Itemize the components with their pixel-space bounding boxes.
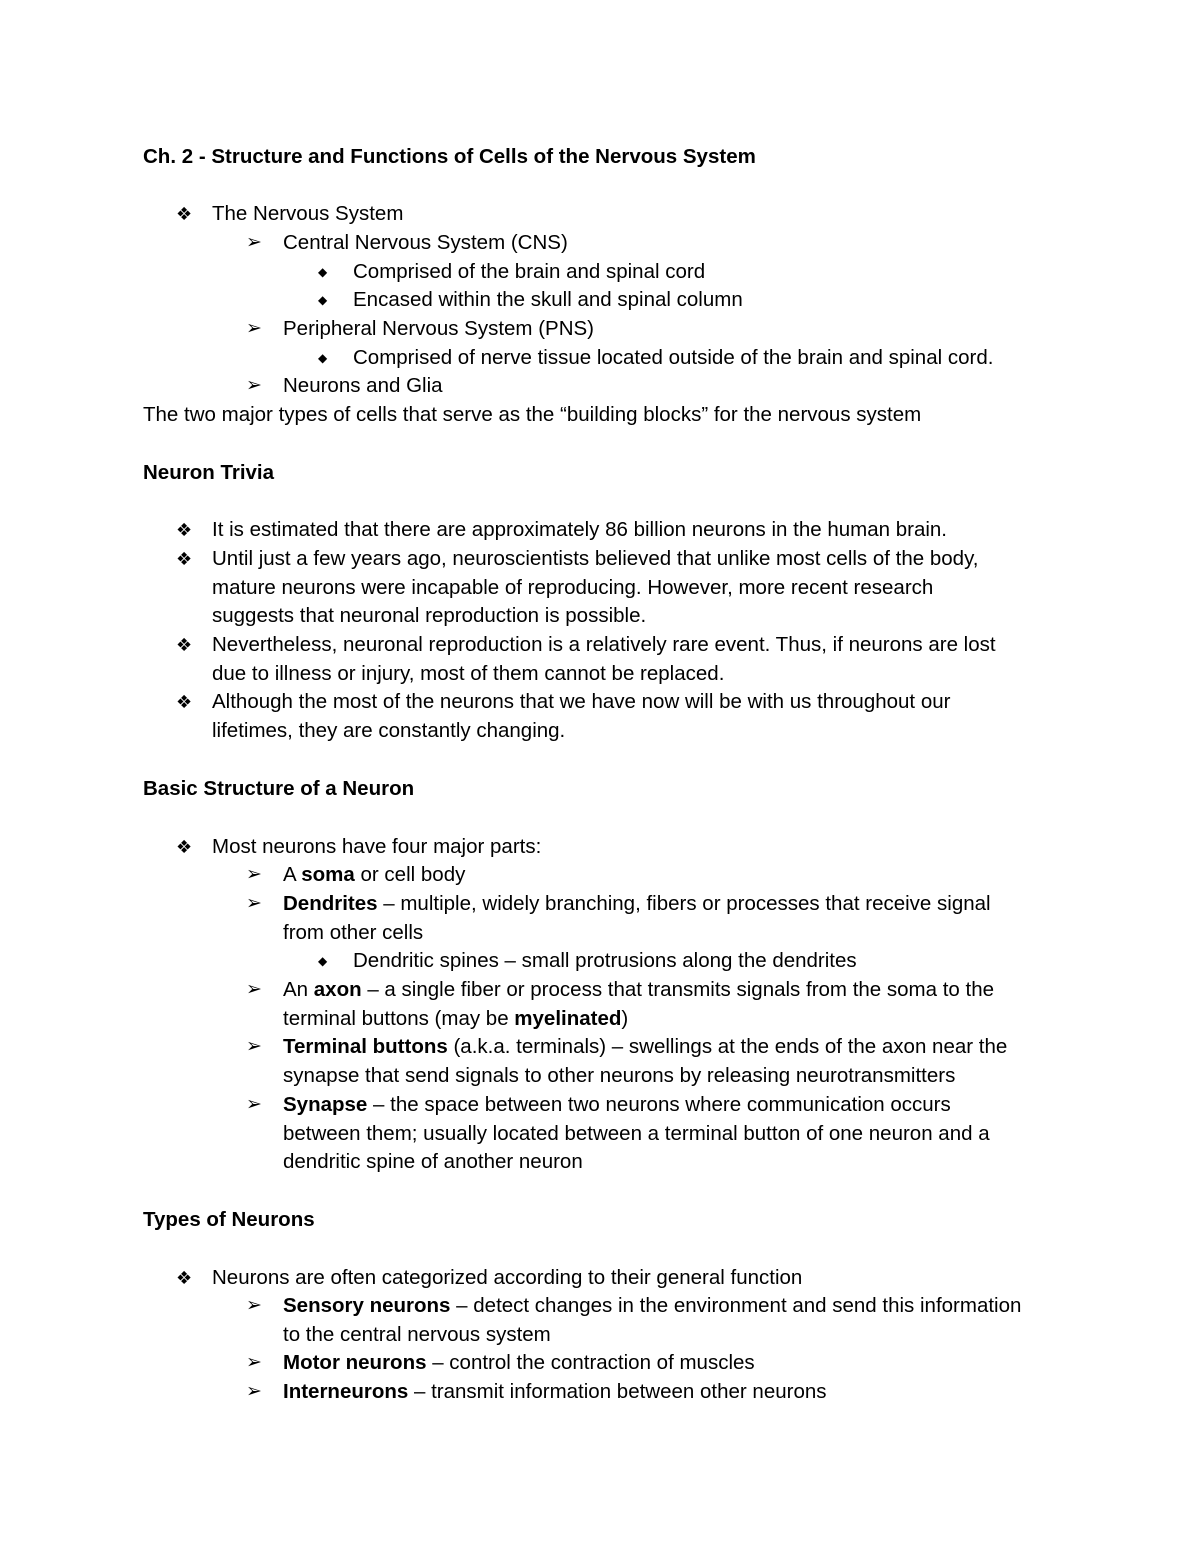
term-bold: Dendrites bbox=[283, 892, 378, 915]
list-item-continuation: lifetimes, they are constantly changing. bbox=[212, 719, 566, 742]
term-bold: axon bbox=[313, 978, 362, 1001]
arrowhead-bullet-icon: ➢ bbox=[246, 1352, 262, 1373]
list-item-continuation: due to illness or injury, most of them cannot be replaced. bbox=[212, 662, 725, 685]
list-item: It is estimated that there are approximately 86 billion neurons in the human brain. bbox=[212, 518, 947, 541]
diamond-star-bullet-icon: ❖ bbox=[176, 204, 193, 224]
list-item: Motor neurons – control the contraction of muscles bbox=[283, 1351, 755, 1374]
arrowhead-bullet-icon: ➢ bbox=[246, 893, 262, 914]
list-item-continuation: terminal buttons (may be myelinated) bbox=[283, 1007, 629, 1030]
term-bold: myelinated bbox=[514, 1007, 622, 1030]
list-item-continuation: mature neurons were incapable of reproducing. However, more recent research bbox=[212, 576, 934, 599]
list-item-continuation: from other cells bbox=[283, 921, 424, 944]
list-item: Until just a few years ago, neuroscientists believed that unlike most cells of the body, bbox=[212, 547, 979, 570]
term-bold: Interneurons bbox=[283, 1380, 409, 1403]
term-bold: Synapse bbox=[283, 1093, 368, 1116]
section-heading: Basic Structure of a Neuron bbox=[143, 777, 415, 800]
arrowhead-bullet-icon: ➢ bbox=[246, 864, 262, 885]
list-item: Although the most of the neurons that we have now will be with us throughout our bbox=[212, 690, 951, 713]
list-item: Peripheral Nervous System (PNS) bbox=[283, 317, 595, 340]
diamond-star-bullet-icon: ❖ bbox=[176, 692, 193, 712]
arrowhead-bullet-icon: ➢ bbox=[246, 1295, 262, 1316]
small-diamond-bullet-icon: ◆ bbox=[318, 351, 328, 365]
small-diamond-bullet-icon: ◆ bbox=[318, 954, 328, 968]
list-item-continuation: synapse that send signals to other neurons by releasing neurotransmitters bbox=[283, 1064, 956, 1087]
list-item: Terminal buttons (a.k.a. terminals) – swellings at the ends of the axon near the bbox=[283, 1035, 1008, 1058]
term-bold: Motor neurons bbox=[283, 1351, 427, 1374]
list-item: Comprised of the brain and spinal cord bbox=[353, 260, 706, 283]
list-item: An axon – a single fiber or process that transmits signals from the soma to the bbox=[283, 978, 995, 1001]
arrowhead-bullet-icon: ➢ bbox=[246, 979, 262, 1000]
list-item: Dendrites – multiple, widely branching, fibers or processes that receive signal bbox=[283, 892, 991, 915]
paragraph: The two major types of cells that serve as the “building blocks” for the nervous system bbox=[143, 403, 922, 426]
section-heading: Types of Neurons bbox=[143, 1208, 315, 1231]
list-item-continuation: suggests that neuronal reproduction is possible. bbox=[212, 604, 647, 627]
page-title: Ch. 2 - Structure and Functions of Cells of the Nervous System bbox=[143, 145, 756, 168]
list-item-continuation: dendritic spine of another neuron bbox=[283, 1150, 583, 1173]
arrowhead-bullet-icon: ➢ bbox=[246, 318, 262, 339]
arrowhead-bullet-icon: ➢ bbox=[246, 375, 262, 396]
arrowhead-bullet-icon: ➢ bbox=[246, 232, 262, 253]
list-item: Synapse – the space between two neurons where communication occurs bbox=[283, 1093, 951, 1116]
list-item: Central Nervous System (CNS) bbox=[283, 231, 568, 254]
list-item: Interneurons – transmit information between other neurons bbox=[283, 1380, 827, 1403]
small-diamond-bullet-icon: ◆ bbox=[318, 293, 328, 307]
arrowhead-bullet-icon: ➢ bbox=[246, 1036, 262, 1057]
list-item: Neurons are often categorized according to their general function bbox=[212, 1266, 803, 1289]
term-bold: soma bbox=[301, 863, 355, 886]
list-item: Sensory neurons – detect changes in the environment and send this information bbox=[283, 1294, 1022, 1317]
diamond-star-bullet-icon: ❖ bbox=[176, 1268, 193, 1288]
small-diamond-bullet-icon: ◆ bbox=[318, 265, 328, 279]
section-heading: Neuron Trivia bbox=[143, 461, 275, 484]
list-item-continuation: between them; usually located between a terminal button of one neuron and a bbox=[283, 1122, 990, 1145]
term-bold: Terminal buttons bbox=[283, 1035, 448, 1058]
diamond-star-bullet-icon: ❖ bbox=[176, 837, 193, 857]
diamond-star-bullet-icon: ❖ bbox=[176, 520, 193, 540]
diamond-star-bullet-icon: ❖ bbox=[176, 635, 193, 655]
term-bold: Sensory neurons bbox=[283, 1294, 451, 1317]
arrowhead-bullet-icon: ➢ bbox=[246, 1381, 262, 1402]
list-item: Comprised of nerve tissue located outside of the brain and spinal cord. bbox=[353, 346, 994, 369]
list-item: The Nervous System bbox=[212, 202, 404, 225]
list-item: Most neurons have four major parts: bbox=[212, 835, 542, 858]
list-item: A soma or cell body bbox=[283, 863, 466, 886]
list-item: Neurons and Glia bbox=[283, 374, 443, 397]
diamond-star-bullet-icon: ❖ bbox=[176, 549, 193, 569]
list-item: Encased within the skull and spinal column bbox=[353, 288, 743, 311]
arrowhead-bullet-icon: ➢ bbox=[246, 1094, 262, 1115]
list-item: Nevertheless, neuronal reproduction is a relatively rare event. Thus, if neurons are lost bbox=[212, 633, 996, 656]
list-item: Dendritic spines – small protrusions along the dendrites bbox=[353, 949, 857, 972]
list-item-continuation: to the central nervous system bbox=[283, 1323, 551, 1346]
